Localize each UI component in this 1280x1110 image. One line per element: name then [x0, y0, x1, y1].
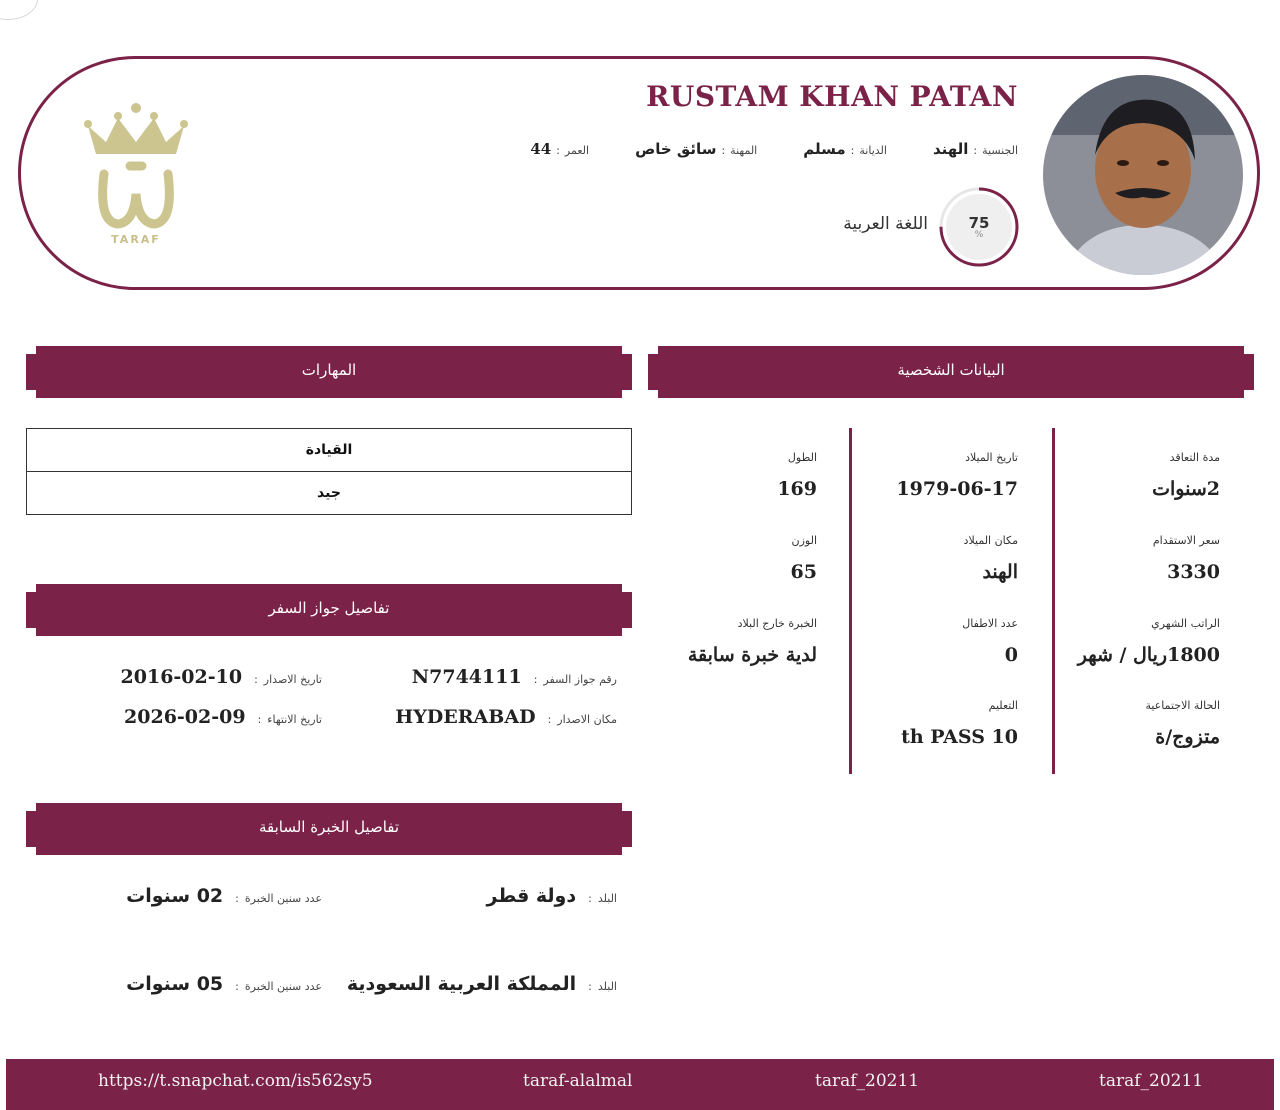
skills-table: [26, 428, 632, 515]
expiry-date-field: [124, 706, 322, 728]
marital-status-label: الحالة الاجتماعية: [1145, 699, 1220, 712]
nationality-field: [933, 140, 1018, 158]
column-divider: [849, 428, 852, 774]
separator: :: [556, 144, 560, 157]
experience-country-field: [347, 973, 617, 995]
recruitment-price-label: سعر الاستقدام: [1152, 534, 1220, 547]
footer-handle[interactable]: taraf-alalmal: [523, 1071, 633, 1091]
years-value: 05 سنوات: [126, 973, 224, 995]
experience-country-field: [487, 885, 617, 907]
nationality-label: الجنسية: [982, 144, 1018, 157]
footer-handle[interactable]: taraf_20211: [1099, 1071, 1204, 1091]
birth-date-value: 1979-06-17: [896, 478, 1018, 500]
separator: :: [547, 713, 552, 726]
marital-status-value: متزوج/ة: [1155, 726, 1220, 748]
snapchat-link[interactable]: https://t.snapchat.com/is562sy5: [98, 1071, 373, 1091]
country-value: المملكة العربية السعودية: [346, 973, 577, 995]
religion-value: مسلم: [803, 140, 846, 158]
separator: :: [533, 673, 538, 686]
experience-banner: [26, 803, 632, 855]
recruitment-price-value: 3330: [1167, 561, 1220, 583]
children-count-value: 0: [1004, 644, 1018, 666]
passport-banner: [26, 584, 632, 636]
birth-date-label: تاريخ الميلاد: [965, 451, 1018, 464]
separator: :: [721, 144, 726, 157]
profession-label: المهنة: [730, 144, 758, 157]
separator: :: [254, 673, 258, 686]
years-label: عدد سنين الخبرة: [244, 892, 322, 905]
language-percent: 75: [968, 214, 990, 232]
country-label: البلد: [597, 980, 617, 993]
separator: :: [588, 892, 592, 905]
issue-date-label: تاريخ الاصدار: [263, 673, 322, 686]
issue-date-field: [121, 666, 322, 688]
worker-name: RUSTAM KHAN PATAN: [646, 80, 1018, 113]
profession-value: سائق خاص: [635, 140, 717, 158]
separator: :: [973, 144, 978, 157]
separator: :: [850, 144, 855, 157]
religion-field: [803, 140, 887, 158]
skills-banner: [26, 346, 632, 398]
experience-abroad-value: لدية خبرة سابقة: [687, 644, 817, 666]
birth-place-label: مكان الميلاد: [963, 534, 1018, 547]
children-count-label: عدد الاطفال: [962, 617, 1018, 630]
skill-name: القيادة: [305, 442, 353, 458]
monthly-salary-value: 1800ريال / شهر: [1077, 644, 1220, 666]
logo-text: TARAF: [111, 233, 161, 246]
profession-field: [635, 140, 757, 158]
age-label: العمر: [564, 144, 590, 157]
summary-row: [530, 140, 1018, 158]
religion-label: الديانة: [859, 144, 887, 157]
passport-number-field: [412, 666, 617, 688]
country-label: البلد: [597, 892, 617, 905]
separator: :: [257, 713, 262, 726]
expiry-date-value: 2026-02-09: [124, 706, 246, 728]
separator: :: [235, 892, 239, 905]
height-value: 169: [777, 478, 817, 500]
monthly-salary-label: الراتب الشهري: [1151, 617, 1220, 630]
issue-date-value: 2016-02-10: [120, 666, 243, 688]
experience-years-field: [126, 885, 322, 907]
separator: :: [588, 980, 592, 993]
education-value: th PASS 10: [901, 726, 1018, 748]
weight-label: الوزن: [791, 534, 817, 547]
birth-place-value: الهند: [982, 561, 1018, 583]
contract-duration-label: مدة التعاقد: [1169, 451, 1220, 464]
language-label: اللغة العربية: [843, 214, 928, 234]
age-field: [530, 140, 589, 158]
education-label: التعليم: [988, 699, 1018, 712]
country-value: دولة قطر: [486, 885, 577, 907]
skills-title: المهارات: [301, 361, 357, 379]
language-percent-sign: %: [974, 230, 984, 240]
taraf-crown-logo-icon: [84, 102, 188, 252]
experience-years-field: [126, 973, 322, 995]
height-label: الطول: [787, 451, 817, 464]
personal-data-banner: [648, 346, 1254, 398]
person-portrait-icon: [1043, 75, 1243, 275]
separator: :: [235, 980, 239, 993]
weight-value: 65: [790, 561, 817, 583]
expiry-date-label: تاريخ الانتهاء: [267, 713, 322, 726]
passport-title: تفاصيل جواز السفر: [268, 599, 390, 617]
skill-level: جيد: [27, 471, 631, 514]
issue-place-value: HYDERABAD: [395, 706, 536, 728]
passport-number-label: رقم جواز السفر: [543, 673, 617, 686]
experience-abroad-label: الخبرة خارج البلاد: [737, 617, 817, 630]
column-divider: [1052, 428, 1055, 774]
issue-place-label: مكان الاصدار: [557, 713, 617, 726]
passport-number-value: N7744111: [411, 666, 522, 688]
age-value: 44: [530, 140, 552, 158]
personal-data-title: البيانات الشخصية: [897, 361, 1005, 379]
decorative-circle: [0, 0, 38, 20]
years-label: عدد سنين الخبرة: [244, 980, 322, 993]
profile-photo: [1043, 75, 1243, 275]
issue-place-field: [395, 706, 617, 728]
footer-handle[interactable]: taraf_20211: [815, 1071, 920, 1091]
contract-duration-value: 2سنوات: [1152, 478, 1220, 500]
nationality-value: الهند: [932, 140, 969, 158]
experience-title: تفاصيل الخبرة السابقة: [258, 818, 400, 836]
years-value: 02 سنوات: [126, 885, 224, 907]
